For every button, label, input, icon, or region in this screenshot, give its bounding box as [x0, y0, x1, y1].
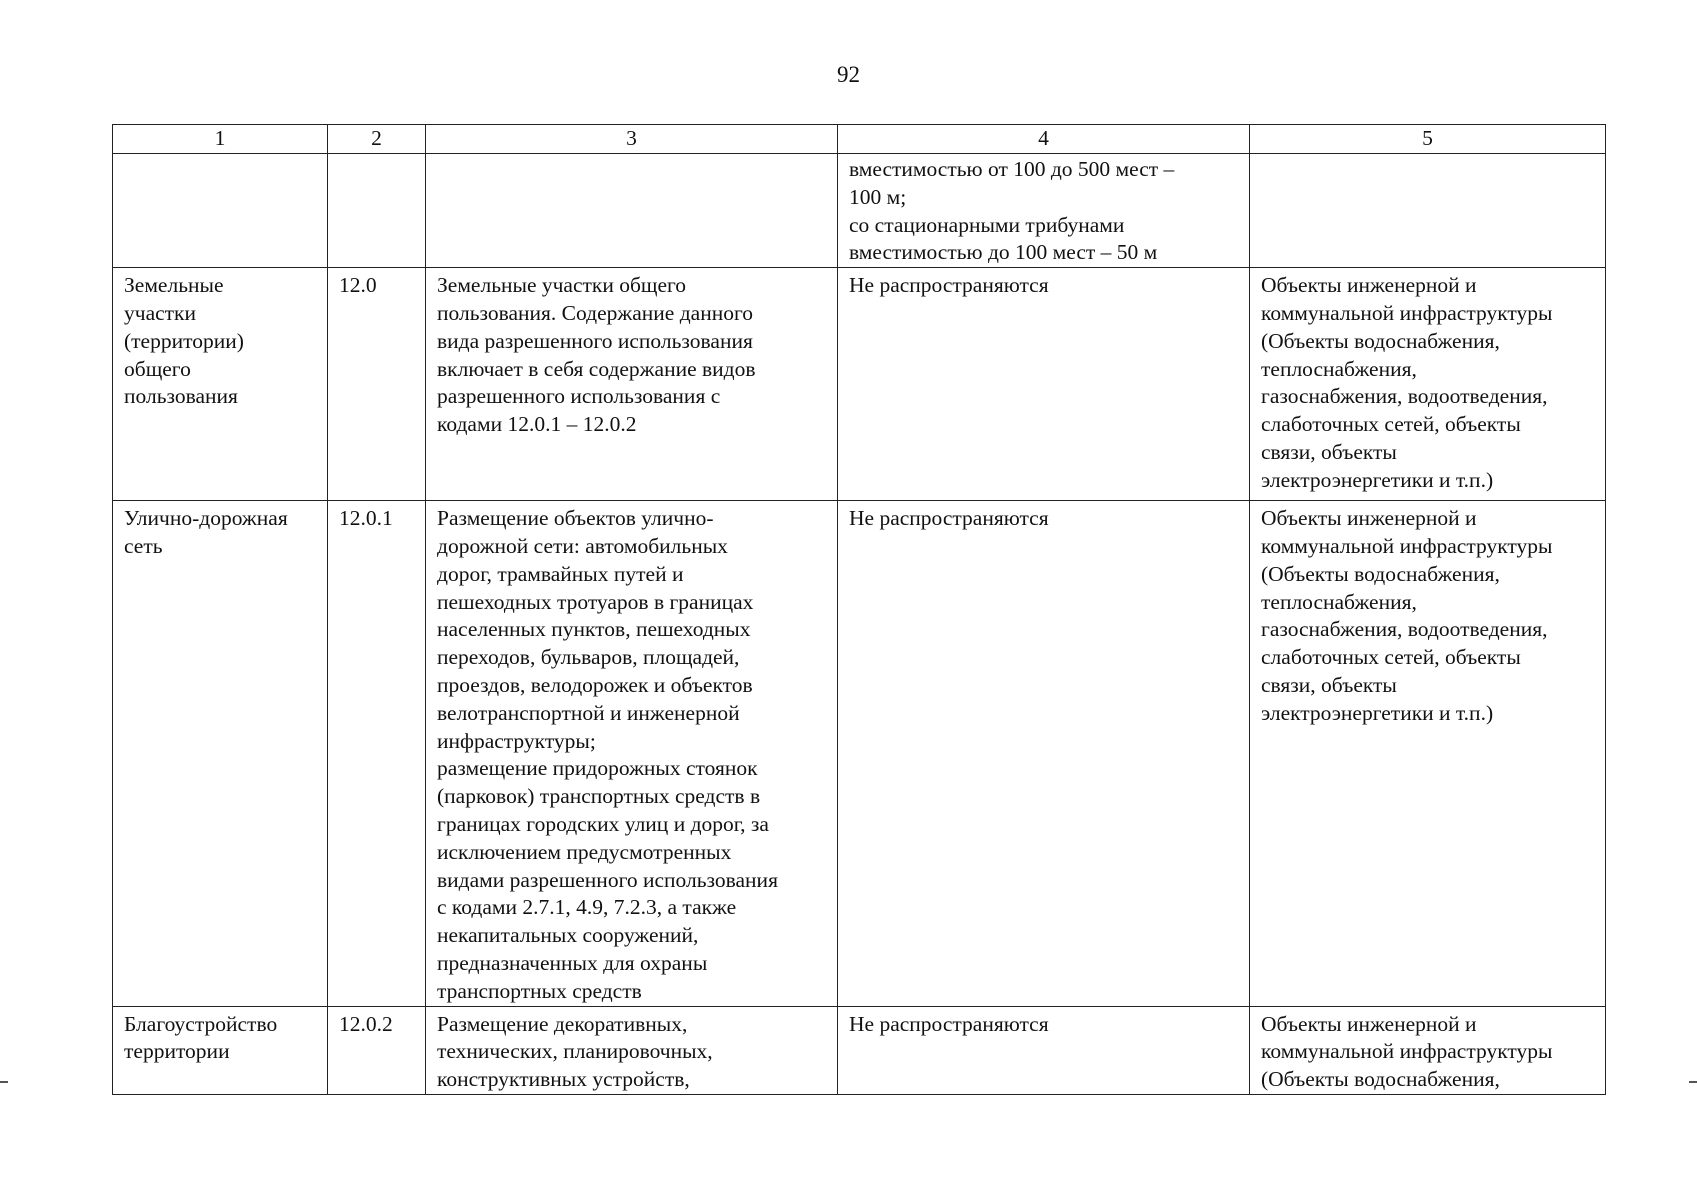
- table-row: [113, 268, 1606, 501]
- cell-auxiliary-uses: [1250, 154, 1606, 268]
- cell-use-description: [426, 154, 838, 268]
- table-row: [113, 1006, 1606, 1094]
- cell-use-description: Размещение декоративных, технических, планировочных, конструктивных устройств,: [426, 1006, 838, 1094]
- page-number: 92: [837, 62, 860, 87]
- cell-use-description: Земельные участки общего пользования. Содержание данного вида разрешенного использования включает в себя содержание видов разрешенного использования с кодами 12.0.1 – 12.0.2: [426, 268, 838, 501]
- cell-auxiliary-uses: Объекты инженерной и коммунальной инфраструктуры (Объекты водоснабжения,: [1250, 1006, 1606, 1094]
- land-use-table: [112, 124, 1606, 1095]
- cell-restrictions: Не распространяются: [838, 268, 1250, 501]
- header-cell-1: 1: [113, 125, 328, 154]
- table-header-row: [113, 125, 1606, 154]
- header-cell-4: 4: [838, 125, 1250, 154]
- scan-edge-mark-left: [0, 1081, 8, 1083]
- cell-use-name: Земельные участки (территории) общего пользования: [113, 268, 328, 501]
- table-row: [113, 501, 1606, 1006]
- cell-use-name: Благоустройство территории: [113, 1006, 328, 1094]
- cell-use-name: [113, 154, 328, 268]
- cell-use-description: Размещение объектов улично- дорожной сети: автомобильных дорог, трамвайных путей и пешеходных тротуаров в границах населенных пунктов, пешеходных переходов, бульваров, площадей, проездов, велодорожек и объектов велотранспортной и инженерной инфраструктуры; размещение придорожных стоянок (парковок) транспортных средств в границах городских улиц и дорог, за исключением предусмотренных видами разрешенного использования с кодами 2.7.1, 4.9, 7.2.3, а также некапитальных сооружений, предназначенных для охраны транспортных средств: [426, 501, 838, 1006]
- scan-edge-mark-right: [1689, 1081, 1697, 1083]
- header-cell-3: 3: [426, 125, 838, 154]
- header-cell-2: 2: [328, 125, 426, 154]
- table-row: [113, 154, 1606, 268]
- cell-use-code: 12.0.2: [328, 1006, 426, 1094]
- cell-restrictions: вместимостью от 100 до 500 мест – 100 м; со стационарными трибунами вместимостью до 100 мест – 50 м: [838, 154, 1250, 268]
- cell-use-code: 12.0.1: [328, 501, 426, 1006]
- cell-restrictions: Не распространяются: [838, 1006, 1250, 1094]
- cell-auxiliary-uses: Объекты инженерной и коммунальной инфраструктуры (Объекты водоснабжения, теплоснабжения, газоснабжения, водоотведения, слаботочных сетей, объекты связи, объекты электроэнергетики и т.п.): [1250, 268, 1606, 501]
- cell-auxiliary-uses: Объекты инженерной и коммунальной инфраструктуры (Объекты водоснабжения, теплоснабжения, газоснабжения, водоотведения, слаботочных сетей, объекты связи, объекты электроэнергетики и т.п.): [1250, 501, 1606, 1006]
- cell-restrictions: Не распространяются: [838, 501, 1250, 1006]
- cell-use-code: [328, 154, 426, 268]
- cell-use-code: 12.0: [328, 268, 426, 501]
- header-cell-5: 5: [1250, 125, 1606, 154]
- cell-use-name: Улично-дорожная сеть: [113, 501, 328, 1006]
